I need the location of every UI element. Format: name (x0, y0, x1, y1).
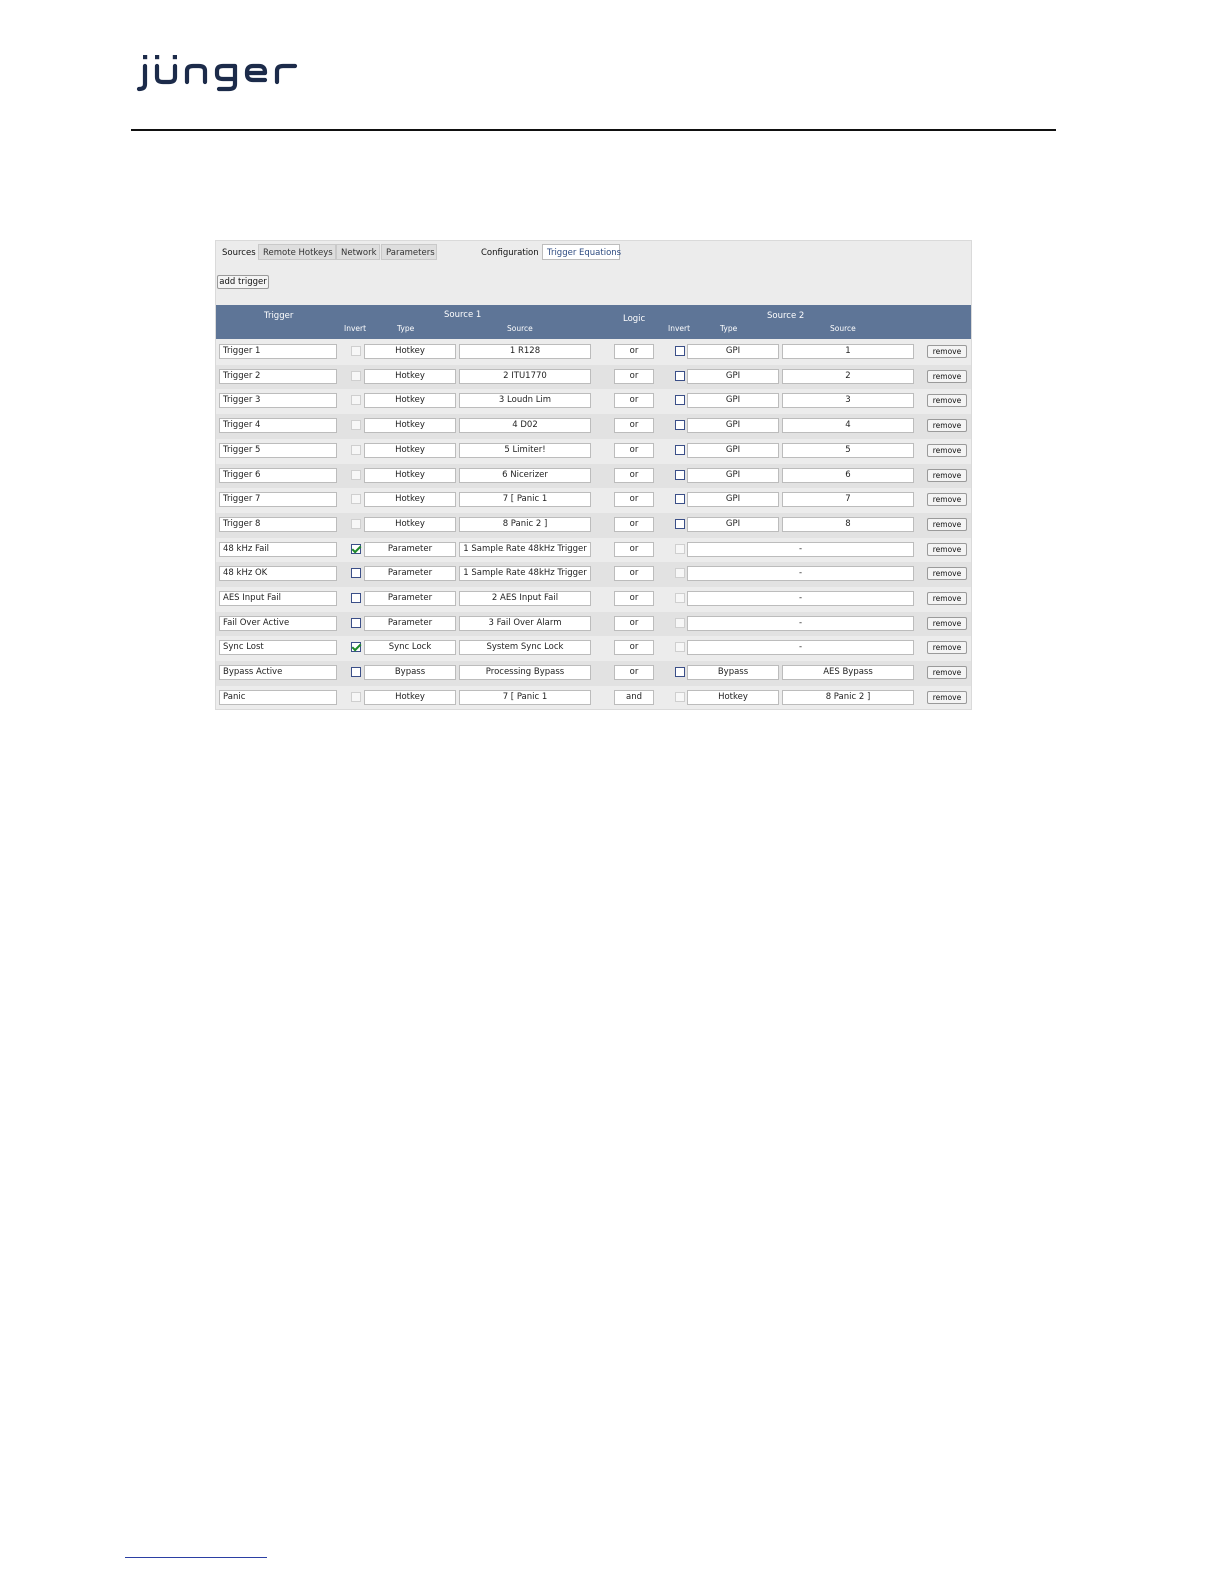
source2-select[interactable]: 5 (782, 443, 914, 458)
invert2-checkbox[interactable] (675, 667, 685, 677)
table-row (216, 488, 971, 513)
invert1-checkbox (351, 371, 361, 381)
type1-select[interactable]: Hotkey (364, 517, 456, 532)
source2-select[interactable]: 4 (782, 418, 914, 433)
type1-select[interactable]: Bypass (364, 665, 456, 680)
invert2-checkbox (675, 692, 685, 702)
header-source2-sub: Source (830, 324, 856, 333)
trigger-name-field[interactable]: Trigger 1 (219, 344, 337, 359)
type1-select[interactable]: Hotkey (364, 492, 456, 507)
header-type1: Type (397, 324, 415, 333)
type1-select[interactable]: Hotkey (364, 418, 456, 433)
trigger-name-field[interactable]: Trigger 4 (219, 418, 337, 433)
type2-select[interactable]: GPI (687, 443, 779, 458)
trigger-name-field[interactable]: Trigger 2 (219, 369, 337, 384)
logic-select[interactable]: or (614, 517, 654, 532)
logic-select[interactable]: or (614, 344, 654, 359)
source1-select[interactable]: 7 [ Panic 1 (459, 492, 591, 507)
type1-select[interactable]: Parameter (364, 591, 456, 606)
trigger-equations-panel (215, 240, 972, 710)
header-source1: Source 1 (444, 310, 482, 320)
logic-select[interactable]: or (614, 665, 654, 680)
table-row (216, 612, 971, 637)
logic-select[interactable]: or (614, 566, 654, 581)
invert1-checkbox (351, 519, 361, 529)
trigger-name-field[interactable]: Fail Over Active (219, 616, 337, 631)
source2-select[interactable]: 7 (782, 492, 914, 507)
trigger-name-field[interactable]: Panic (219, 690, 337, 705)
type2-select[interactable]: Hotkey (687, 690, 779, 705)
table-row (216, 636, 971, 661)
trigger-name-field[interactable]: Trigger 3 (219, 393, 337, 408)
header-source2: Source 2 (767, 311, 805, 321)
source1-select[interactable]: 7 [ Panic 1 (459, 690, 591, 705)
table-row (216, 389, 971, 414)
invert1-checkbox[interactable] (351, 667, 361, 677)
source2-select[interactable]: AES Bypass (782, 665, 914, 680)
logic-select[interactable]: or (614, 591, 654, 606)
table-row (216, 340, 971, 365)
logic-select[interactable]: or (614, 369, 654, 384)
header-rule (131, 129, 1056, 131)
remove-button[interactable]: remove (927, 469, 967, 482)
type2-select[interactable]: GPI (687, 393, 779, 408)
invert2-checkbox (675, 593, 685, 603)
remove-button[interactable]: remove (927, 543, 967, 556)
invert1-checkbox (351, 445, 361, 455)
type2-select[interactable]: GPI (687, 369, 779, 384)
type2-select[interactable]: GPI (687, 344, 779, 359)
type1-select[interactable]: Hotkey (364, 443, 456, 458)
type2-select[interactable]: Bypass (687, 665, 779, 680)
table-row (216, 562, 971, 587)
invert1-checkbox[interactable] (351, 642, 361, 652)
source2-select[interactable]: - (687, 542, 914, 557)
logic-select[interactable]: or (614, 492, 654, 507)
source1-select[interactable]: Processing Bypass (459, 665, 591, 680)
source1-select[interactable]: 2 AES Input Fail (459, 591, 591, 606)
invert2-checkbox[interactable] (675, 346, 685, 356)
invert1-checkbox (351, 494, 361, 504)
source1-select[interactable]: 5 Limiter! (459, 443, 591, 458)
trigger-name-field[interactable]: Trigger 6 (219, 468, 337, 483)
logic-select[interactable]: or (614, 393, 654, 408)
invert1-checkbox[interactable] (351, 593, 361, 603)
source2-select[interactable]: 6 (782, 468, 914, 483)
type1-select[interactable]: Parameter (364, 616, 456, 631)
invert2-checkbox[interactable] (675, 395, 685, 405)
source1-select[interactable]: System Sync Lock (459, 640, 591, 655)
header-trigger: Trigger (264, 311, 294, 321)
remove-button[interactable]: remove (927, 394, 967, 407)
remove-button[interactable]: remove (927, 444, 967, 457)
footer-link-line (125, 1557, 267, 1558)
remove-button[interactable]: remove (927, 370, 967, 383)
type2-select[interactable]: GPI (687, 492, 779, 507)
source2-select[interactable]: - (687, 616, 914, 631)
source2-select[interactable]: - (687, 591, 914, 606)
source1-select[interactable]: 3 Loudn Lim (459, 393, 591, 408)
table-row (216, 414, 971, 439)
type1-select[interactable]: Hotkey (364, 344, 456, 359)
invert2-checkbox[interactable] (675, 445, 685, 455)
source1-select[interactable]: 1 R128 (459, 344, 591, 359)
invert1-checkbox (351, 420, 361, 430)
header-source1-sub: Source (507, 324, 533, 333)
table-row (216, 365, 971, 390)
source1-select[interactable]: 3 Fail Over Alarm (459, 616, 591, 631)
tab-network[interactable]: Network (336, 244, 380, 260)
table-row (216, 661, 971, 686)
table-row (216, 439, 971, 464)
remove-button[interactable]: remove (927, 691, 967, 704)
header-logic: Logic (623, 314, 646, 324)
trigger-name-field[interactable]: 48 kHz OK (219, 566, 337, 581)
tab-remote-hotkeys[interactable]: Remote Hotkeys (258, 244, 336, 260)
source2-select[interactable]: - (687, 640, 914, 655)
invert1-checkbox[interactable] (351, 544, 361, 554)
tab-trigger-equations[interactable]: Trigger Equations (542, 244, 620, 260)
type1-select[interactable]: Hotkey (364, 690, 456, 705)
source2-select[interactable]: 1 (782, 344, 914, 359)
source2-select[interactable]: 2 (782, 369, 914, 384)
header-invert2: Invert (668, 324, 691, 333)
type1-select[interactable]: Parameter (364, 542, 456, 557)
add-trigger-button[interactable]: add trigger (217, 275, 269, 289)
remove-button[interactable]: remove (927, 567, 967, 580)
invert2-checkbox (675, 618, 685, 628)
type1-select[interactable]: Parameter (364, 566, 456, 581)
invert1-checkbox (351, 692, 361, 702)
logic-select[interactable]: or (614, 542, 654, 557)
type2-select[interactable]: GPI (687, 418, 779, 433)
source2-select[interactable]: 8 (782, 517, 914, 532)
logic-select[interactable]: and (614, 690, 654, 705)
invert2-checkbox[interactable] (675, 470, 685, 480)
source1-select[interactable]: 8 Panic 2 ] (459, 517, 591, 532)
source1-select[interactable]: 1 Sample Rate 48kHz Trigger (459, 542, 591, 557)
source2-select[interactable]: 3 (782, 393, 914, 408)
type2-select[interactable]: GPI (687, 468, 779, 483)
trigger-name-field[interactable]: Trigger 5 (219, 443, 337, 458)
table-row (216, 464, 971, 489)
type1-select[interactable]: Hotkey (364, 468, 456, 483)
source1-select[interactable]: 1 Sample Rate 48kHz Trigger (459, 566, 591, 581)
remove-button[interactable]: remove (927, 493, 967, 506)
logic-select[interactable]: or (614, 616, 654, 631)
trigger-name-field[interactable]: AES Input Fail (219, 591, 337, 606)
remove-button[interactable]: remove (927, 592, 967, 605)
tab-configuration[interactable]: Configuration (481, 248, 539, 258)
remove-button[interactable]: remove (927, 617, 967, 630)
header-invert1: Invert (344, 324, 367, 333)
trigger-name-field[interactable]: Bypass Active (219, 665, 337, 680)
invert2-checkbox (675, 642, 685, 652)
type1-select[interactable]: Hotkey (364, 369, 456, 384)
invert2-checkbox[interactable] (675, 420, 685, 430)
header-type2: Type (720, 324, 738, 333)
invert1-checkbox[interactable] (351, 568, 361, 578)
invert2-checkbox[interactable] (675, 519, 685, 529)
invert1-checkbox[interactable] (351, 618, 361, 628)
junger-logo (135, 52, 305, 96)
remove-button[interactable]: remove (927, 518, 967, 531)
remove-button[interactable]: remove (927, 345, 967, 358)
logic-select[interactable]: or (614, 468, 654, 483)
logic-select[interactable]: or (614, 443, 654, 458)
source1-select[interactable]: 6 Nicerizer (459, 468, 591, 483)
type1-select[interactable]: Sync Lock (364, 640, 456, 655)
source2-select[interactable]: 8 Panic 2 ] (782, 690, 914, 705)
type1-select[interactable]: Hotkey (364, 393, 456, 408)
invert1-checkbox (351, 395, 361, 405)
trigger-name-field[interactable]: Sync Lost (219, 640, 337, 655)
table-row (216, 686, 971, 711)
remove-button[interactable]: remove (927, 419, 967, 432)
trigger-name-field[interactable]: Trigger 7 (219, 492, 337, 507)
tab-sources[interactable]: Sources (222, 248, 256, 258)
logic-select[interactable]: or (614, 418, 654, 433)
invert2-checkbox (675, 568, 685, 578)
invert2-checkbox[interactable] (675, 494, 685, 504)
remove-button[interactable]: remove (927, 666, 967, 679)
logic-select[interactable]: or (614, 640, 654, 655)
trigger-name-field[interactable]: 48 kHz Fail (219, 542, 337, 557)
source2-select[interactable]: - (687, 566, 914, 581)
invert1-checkbox (351, 470, 361, 480)
source1-select[interactable]: 2 ITU1770 (459, 369, 591, 384)
table-row (216, 587, 971, 612)
table-header (216, 305, 971, 339)
source1-select[interactable]: 4 D02 (459, 418, 591, 433)
invert2-checkbox[interactable] (675, 371, 685, 381)
tab-parameters[interactable]: Parameters (381, 244, 437, 260)
table-row (216, 538, 971, 563)
table-row (216, 513, 971, 538)
remove-button[interactable]: remove (927, 641, 967, 654)
type2-select[interactable]: GPI (687, 517, 779, 532)
invert2-checkbox (675, 544, 685, 554)
invert1-checkbox (351, 346, 361, 356)
trigger-name-field[interactable]: Trigger 8 (219, 517, 337, 532)
